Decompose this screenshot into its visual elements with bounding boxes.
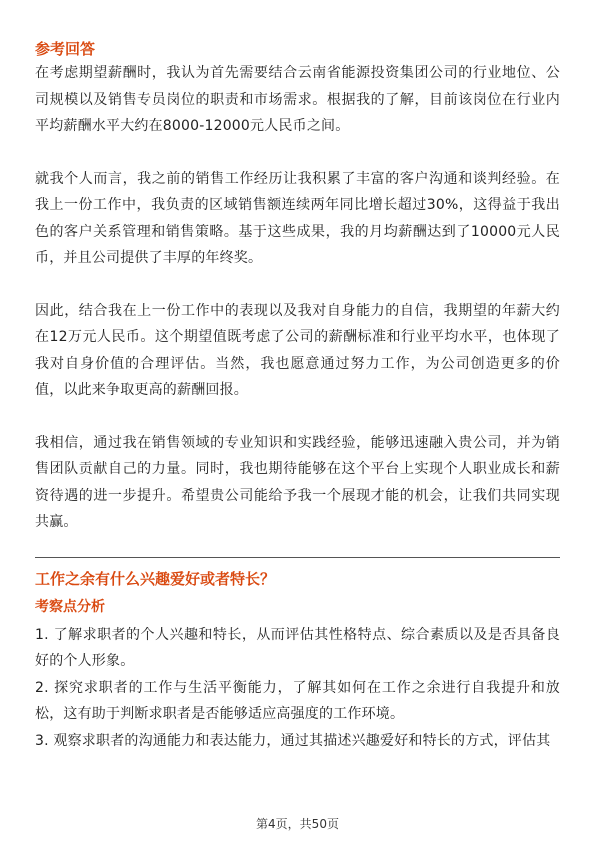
analysis-item-1: 1. 了解求职者的个人兴趣和特长，从而评估其性格特点、综合素质以及是否具备良好的个人形象。: [35, 626, 560, 669]
answer-paragraph-3: 因此，结合我在上一份工作中的表现以及我对自身能力的自信，我期望的年薪大约在12万元人民币。这个期望值既考虑了公司的薪酬标准和行业平均水平，也体现了我对自身价值的合理评估。当然，我也愿意通过努力工作，为公司创造更多的价值，以此来争取更高的薪酬回报。: [35, 302, 560, 398]
section-divider: [35, 557, 560, 558]
paragraph-gap: [35, 140, 560, 166]
answer-paragraph-4: 我相信，通过我在销售领域的专业知识和实践经验，能够迅速融入贵公司，并为销售团队贡献自己的力量。同时，我也期待能够在这个平台上实现个人职业成长和薪资待遇的进一步提升。希望贵公司能给予我一个展现才能的机会，让我们共同实现共赢。: [35, 434, 560, 530]
paragraph-gap: [35, 272, 560, 298]
analysis-list: [35, 622, 560, 755]
paragraph-gap: [35, 404, 560, 430]
page-content: [35, 38, 560, 754]
analysis-item-3: 3. 观察求职者的沟通能力和表达能力，通过其描述兴趣爱好和特长的方式，评估其: [35, 732, 551, 749]
answer-paragraph-2: 就我个人而言，我之前的销售工作经历让我积累了丰富的客户沟通和谈判经验。在我上一份工作中，我负责的区域销售额连续两年同比增长超过30%，这得益于我出色的客户关系管理和销售策略。基于这些成果，我的月均薪酬达到了10000元人民币，并且公司提供了丰厚的年终奖。: [35, 170, 560, 266]
page-footer: 第4页，共50页: [256, 817, 339, 831]
analysis-item-2: 2. 探究求职者的工作与生活平衡能力，了解其如何在工作之余进行自我提升和放松，这有助于判断求职者是否能够适应高强度的工作环境。: [35, 679, 560, 722]
answer-heading: 参考回答: [35, 40, 96, 58]
answer-paragraph-1: 在考虑期望薪酬时，我认为首先需要结合云南省能源投资集团公司的行业地位、公司规模以及销售专员岗位的职责和市场需求。根据我的了解，目前该岗位在行业内平均薪酬水平大约在8000-12000元人民币之间。: [35, 65, 560, 134]
analysis-heading: 考察点分析: [35, 598, 105, 615]
question-title: 工作之余有什么兴趣爱好或者特长？: [35, 569, 276, 588]
